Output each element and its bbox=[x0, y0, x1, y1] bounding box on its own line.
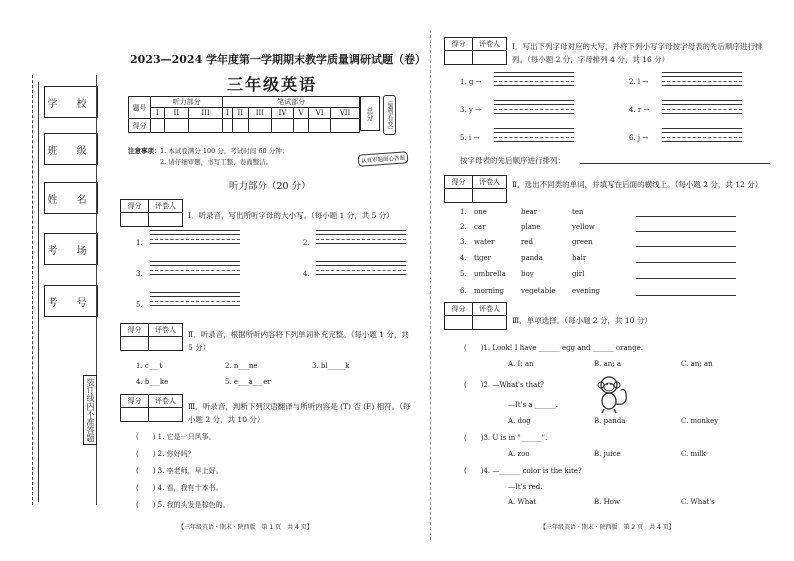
odd-word-option: car bbox=[474, 223, 486, 231]
odd-word-option: tiger bbox=[474, 254, 492, 262]
odd-word-row-number: 3. bbox=[460, 238, 467, 246]
mc-stem: ( )4. —______ color is the kite? bbox=[464, 467, 582, 475]
odd-word-row-number: 2. bbox=[460, 223, 467, 231]
blank-word-item: 2. n___ne bbox=[225, 362, 258, 370]
mc-stem: ( )1. Look! I have ______ egg and ______ orange. bbox=[464, 344, 643, 352]
score-box: 得分 评卷人 bbox=[120, 323, 183, 351]
q1-number: 1. bbox=[136, 239, 143, 247]
odd-word-row-number: 5. bbox=[460, 270, 467, 278]
subject-title: 三年级英语 bbox=[227, 75, 318, 94]
score-box: 得分 评卷人 bbox=[120, 199, 183, 227]
blank-word-item: 4. b___ke bbox=[136, 378, 169, 386]
writing-lines bbox=[494, 72, 574, 89]
mc-option: A. What bbox=[508, 498, 537, 506]
odd-word-option: water bbox=[474, 238, 495, 246]
stamp-right: （题型有变） bbox=[383, 95, 396, 135]
blank-word-item: 1. c___t bbox=[136, 362, 163, 370]
odd-word-option: evening bbox=[572, 287, 600, 295]
writing-lines bbox=[494, 100, 574, 117]
tf-item: ( ) 3. 李老师，早上好。 bbox=[136, 467, 223, 475]
total-score-cell: 总分 bbox=[360, 96, 380, 131]
odd-word-row-number: 1. bbox=[460, 208, 467, 216]
odd-word-option: umbrella bbox=[474, 270, 506, 278]
mc-stem: ( )2. —What's that? bbox=[464, 381, 544, 389]
q1-number: 5. bbox=[136, 301, 143, 309]
writing-lines bbox=[494, 128, 574, 145]
mc-option: A. dog bbox=[508, 417, 531, 425]
notes-label: 注意事项： bbox=[128, 147, 161, 155]
odd-word-option: green bbox=[572, 238, 593, 246]
letter-item: 1. g → bbox=[460, 78, 482, 86]
tf-item: ( ) 1. 它是一只风筝。 bbox=[136, 433, 216, 441]
mc-response: —It's red. bbox=[508, 483, 543, 491]
tf-item: ( ) 4. 看，我有十本书。 bbox=[136, 484, 223, 492]
odd-word-option: red bbox=[521, 238, 533, 246]
answer-line bbox=[636, 231, 736, 232]
score-summary-table: 题号 听力部分 笔试部分 I II III I II III IV V VI VII 得分 bbox=[128, 96, 360, 133]
blank-word-item: 5. e___a___er bbox=[225, 378, 271, 386]
writing-q3-instruction: Ⅲ．单项选择。（每小题 2 分，共 10 分） bbox=[512, 316, 652, 325]
mc-option: A. I; an bbox=[508, 360, 534, 368]
odd-word-option: panda bbox=[521, 254, 543, 262]
odd-word-option: yellow bbox=[572, 223, 595, 231]
answer-line bbox=[636, 262, 736, 263]
listening-q2-instruction: Ⅱ．听录音，根据所听内容将下列单词补充完整。（每小题 1 分，共 5 分） bbox=[188, 330, 409, 352]
q1-number: 4. bbox=[303, 270, 310, 278]
writing-lines bbox=[150, 261, 240, 278]
writing-lines bbox=[662, 72, 742, 89]
mc-option: C. monkey bbox=[681, 417, 719, 425]
odd-word-option: girl bbox=[572, 270, 585, 278]
mc-stem: ( )3. U is in "______". bbox=[464, 434, 548, 442]
writing-lines bbox=[662, 100, 742, 117]
odd-word-row-number: 6. bbox=[460, 287, 467, 295]
writing-lines bbox=[662, 128, 742, 145]
note-2: 2. 请仔细审题，书写工整，卷面整洁。 bbox=[160, 158, 273, 166]
school-field: 学 校 bbox=[44, 86, 98, 118]
order-label: 按字母表的先后顺序进行排列： bbox=[460, 156, 565, 165]
footer-right: 【三年级英语 · 期末 · 陕西版 第 2 页 共 4 页】 bbox=[540, 524, 675, 531]
mc-response: —It's a ______. bbox=[508, 401, 558, 409]
odd-word-option: vegetable bbox=[521, 287, 556, 295]
mc-option: B. an; a bbox=[594, 360, 622, 368]
stamp-bottom: 认真审题细心答题 bbox=[358, 151, 409, 166]
q1-number: 2. bbox=[303, 239, 310, 247]
letter-item: 2. l → bbox=[629, 78, 649, 86]
writing-lines bbox=[150, 230, 240, 247]
note-1: 1. 本试卷满分 100 分，考试时间 60 分钟； bbox=[160, 147, 289, 155]
mc-option: A. zoo bbox=[508, 450, 530, 458]
score-box: 得分 评卷人 bbox=[444, 37, 507, 65]
footer-left: 【三年级英语 · 期末 · 陕西版 第 1 页 共 4 页】 bbox=[178, 524, 313, 531]
odd-word-option: bear bbox=[521, 208, 538, 216]
exam-title: 2023—2024 学年度第一学期期末教学质量调研试题（卷） bbox=[130, 53, 427, 66]
odd-word-option: hair bbox=[572, 254, 587, 262]
answer-line bbox=[636, 295, 736, 296]
score-box: 得分 评卷人 bbox=[120, 394, 183, 422]
mc-option: B. juice bbox=[594, 450, 621, 458]
letter-item: 6. j → bbox=[629, 134, 649, 142]
odd-word-option: ten bbox=[572, 208, 584, 216]
writing-q2-instruction: Ⅱ．选出不同类的单词，并填写在后面的横线上。（每小题 2 分，共 12 分） bbox=[512, 180, 763, 189]
mc-option: C. an; an bbox=[681, 360, 713, 368]
order-answer-line bbox=[580, 163, 770, 164]
q1-number: 3. bbox=[136, 270, 143, 278]
odd-word-row-number: 4. bbox=[460, 254, 467, 262]
writing-lines bbox=[150, 292, 240, 309]
listening-heading: 听力部分（20 分） bbox=[229, 181, 311, 192]
odd-word-option: one bbox=[474, 208, 487, 216]
writing-q1-instruction: Ⅰ．写出下列字母对应的大写，并将下列小写字母按字母表的先后顺序进行排列。（每小题 2 分，字母排列 4 分，共 16 分） bbox=[512, 42, 763, 64]
odd-word-option: boy bbox=[521, 270, 534, 278]
listening-q1-instruction: Ⅰ．听录音，写出所听字母的大小写。（每小题 1 分，共 5 分） bbox=[188, 211, 394, 220]
binding-dashed-line bbox=[32, 75, 33, 505]
mc-option: C. What's bbox=[681, 498, 715, 506]
odd-word-option: plane bbox=[521, 223, 541, 231]
letter-item: 5. i → bbox=[460, 134, 480, 142]
tf-item: ( ) 5. 我的头发是棕色的。 bbox=[136, 501, 230, 509]
writing-lines bbox=[316, 230, 406, 247]
mc-option: C. milk bbox=[681, 450, 706, 458]
letter-item: 4. r → bbox=[629, 106, 650, 114]
answer-line bbox=[636, 246, 736, 247]
odd-word-option: morning bbox=[474, 287, 504, 295]
score-box: 得分 评卷人 bbox=[444, 302, 507, 330]
name-field: 姓 名 bbox=[44, 182, 98, 214]
tf-item: ( ) 2. 你好吗？ bbox=[136, 450, 195, 458]
mc-option: B. panda bbox=[594, 417, 626, 425]
number-field: 考 号 bbox=[44, 285, 98, 317]
room-field: 考 场 bbox=[44, 233, 98, 265]
page-divider bbox=[430, 30, 431, 540]
answer-line bbox=[636, 216, 736, 217]
monkey-picture bbox=[594, 374, 634, 414]
binding-note: 装订线内不准答题 bbox=[83, 375, 97, 445]
class-field: 班 级 bbox=[44, 133, 98, 165]
letter-item: 3. y → bbox=[460, 106, 481, 114]
score-box: 得分 评卷人 bbox=[444, 175, 507, 203]
mc-option: B. How bbox=[594, 498, 620, 506]
listening-q3-instruction: Ⅲ．听录音，判断下列汉语翻译与所听内容是 (T) 否 (F) 相符。（每小题 2 分，共 10 分） bbox=[188, 402, 411, 424]
writing-lines bbox=[316, 261, 406, 278]
blank-word-item: 3. bl_____k bbox=[312, 362, 350, 370]
answer-line bbox=[636, 278, 736, 279]
